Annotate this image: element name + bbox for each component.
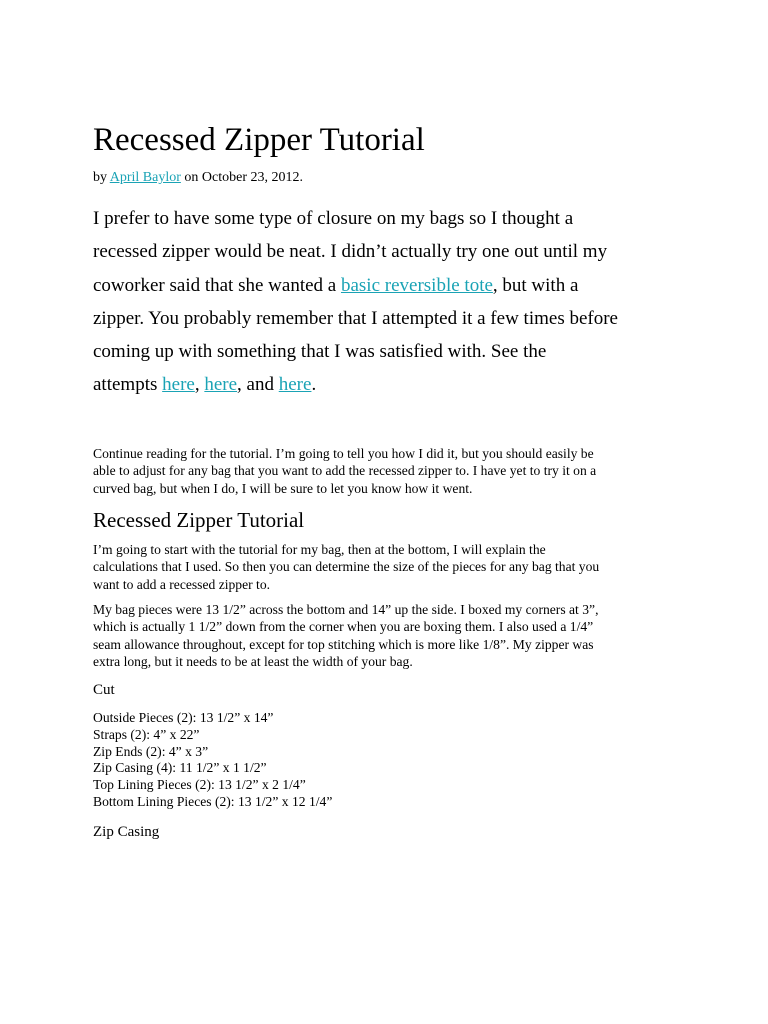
intro-line-3 [93,269,683,302]
intro-line-1: I prefer to have some type of closure on my bags so I thought a [93,208,574,229]
cut-list-item: Zip Ends (2): 4” x 3” [93,743,209,759]
basic-reversible-tote-link[interactable]: basic reversible tote [340,274,493,296]
tutorial-paragraph-2 [93,601,598,670]
para1-line-1: I’m going to start with the tutorial for my bag, then at the bottom, I will explain the [93,542,546,557]
byline-prefix: by [93,170,110,185]
cut-list-item: Zip Casing (4): 11 1/2” x 1 1/2” [93,760,267,776]
here-link-1[interactable]: here [162,374,195,396]
zip-casing-heading: Zip Casing [93,824,160,840]
cut-list-item: Straps (2): 4” x 22” [93,726,200,742]
here-link-3[interactable]: here [278,374,312,396]
continue-paragraph [93,445,693,497]
para2-line-4: extra long, but it needs to be at least the width of your bag. [93,653,413,669]
intro-line-2: recessed zipper would be neat. I didn’t actually try one out until my [93,241,608,263]
para1-line-3: want to add a recessed zipper to. [93,576,271,592]
separator-1: , [194,374,205,396]
para1-line-2: calculations that I used. So then you can determine the size of the pieces for any bag that you [93,559,600,575]
intro-line-6 [93,368,683,401]
cut-list [93,710,332,811]
continue-line-3: curved bag, but when I do, I will be sure to let you know how it went. [93,480,473,496]
para2-line-1: My bag pieces were 13 1/2” across the bottom and 14” up the side. I boxed my corners at 3”, [93,602,599,617]
cut-list-item: Top Lining Pieces (2): 13 1/2” x 2 1/4” [93,777,306,793]
intro-line-3-pre: coworker said that she wanted a [93,274,341,296]
author-link[interactable]: April Baylor [109,170,181,185]
cut-list-item: Bottom Lining Pieces (2): 13 1/2” x 12 1/4” [93,793,333,809]
section-heading: Recessed Zipper Tutorial [93,508,305,532]
page-title: Recessed Zipper Tutorial [93,122,425,158]
tutorial-paragraph-1 [93,541,599,593]
separator-2: , and [237,374,279,396]
here-link-2[interactable]: here [204,374,238,396]
cut-list-item: Outside Pieces (2): 13 1/2” x 14” [93,710,274,725]
byline [93,168,303,188]
continue-line-2: able to adjust for any bag that you want to add the recessed zipper to. I have yet to try it on a [93,463,597,479]
para2-line-2: which is actually 1 1/2” down from the corner when you are boxing them. I also used a 1/4” [93,619,594,635]
intro-line-5: coming up with something that I was satisfied with. See the [93,341,547,363]
byline-date: on October 23, 2012. [180,170,303,185]
intro-line-3-post: , but with a [492,274,579,296]
intro-paragraph [93,202,683,402]
cut-heading: Cut [93,682,115,698]
continue-line-1: Continue reading for the tutorial. I’m going to tell you how I did it, but you should easily be [93,446,594,461]
intro-end: . [311,374,317,396]
intro-line-6-pre: attempts [93,374,163,396]
intro-line-4: zipper. You probably remember that I attempted it a few times before [93,307,618,329]
para2-line-3: seam allowance throughout, except for top stitching which is more like 1/8”. My zipper was [93,636,594,652]
